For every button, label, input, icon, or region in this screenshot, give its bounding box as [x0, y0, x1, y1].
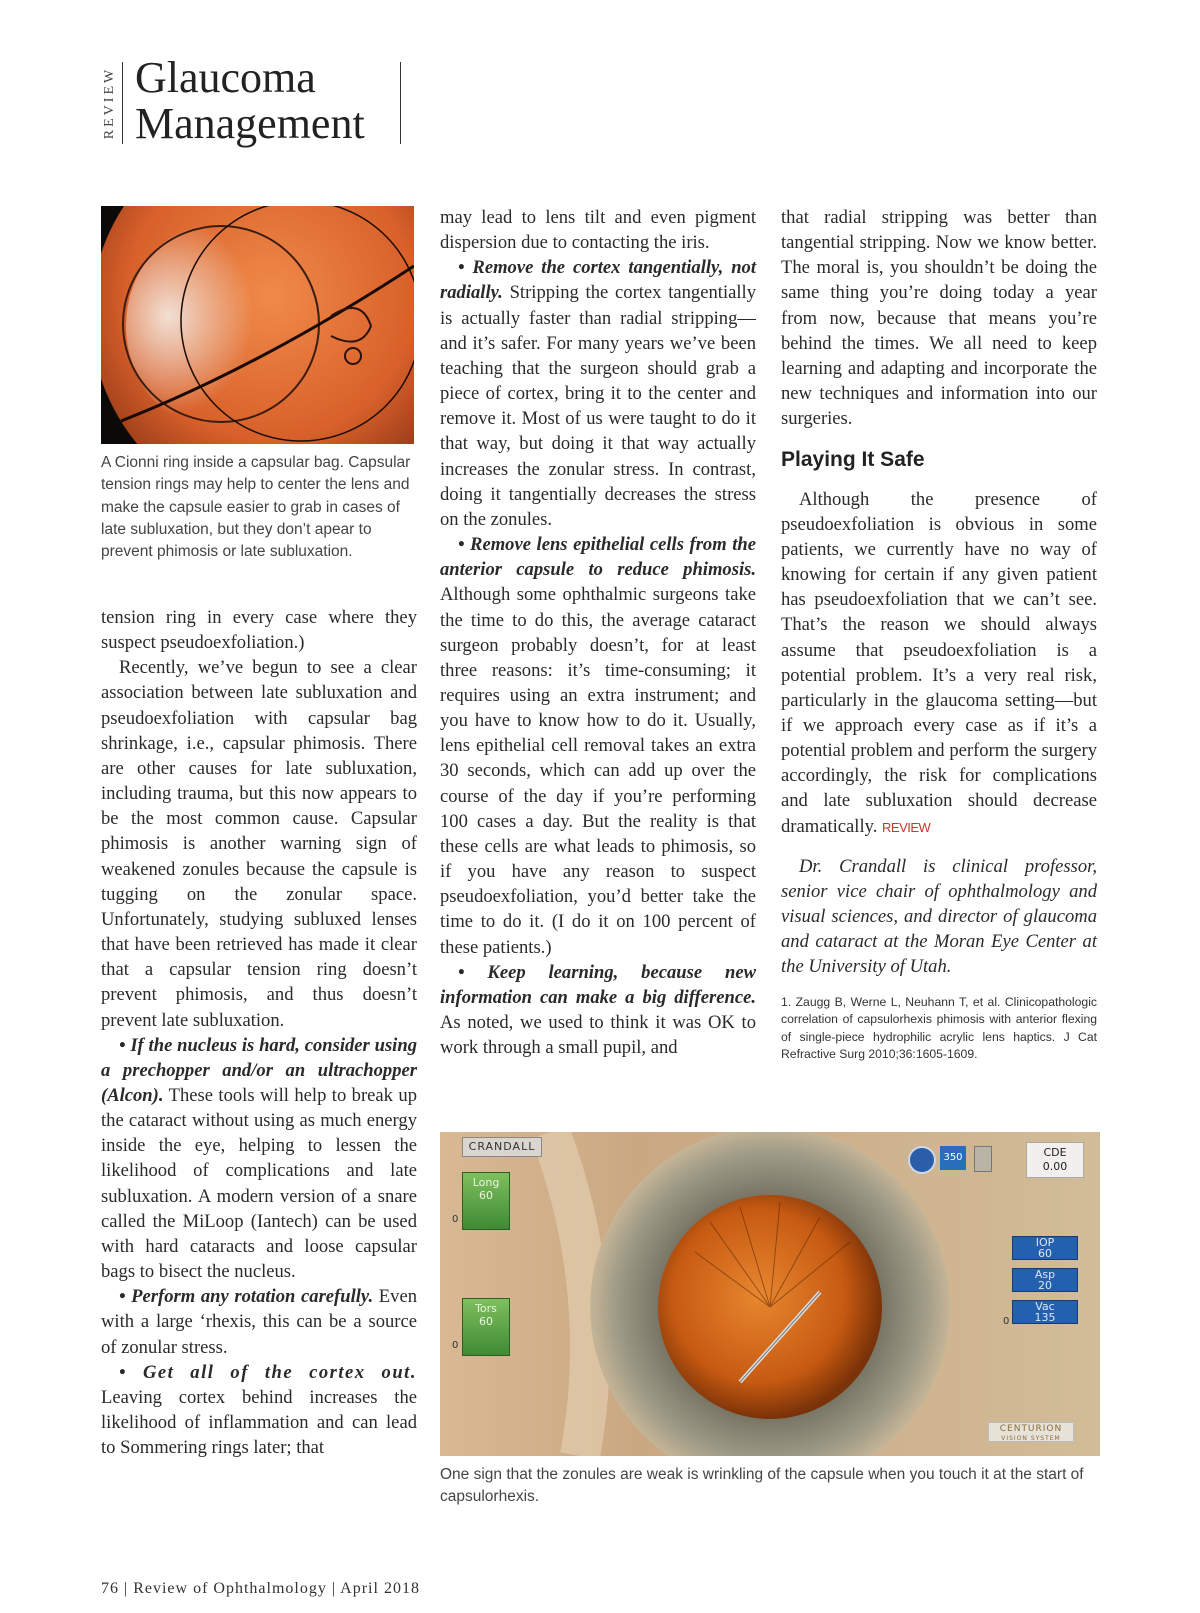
author-byline: Dr. Crandall is clinical professor, senior vice chair of ophthalmology and visual sciences, and director of glaucoma and cataract at the Moran Eye Center at the University of Utah.	[781, 855, 1097, 978]
column-2	[440, 205, 756, 1060]
power-icon	[908, 1146, 936, 1174]
vac-value: 135	[1034, 1311, 1056, 1324]
vac-zero: 0	[1003, 1316, 1010, 1327]
col2-bullet-3	[440, 960, 756, 1061]
header-divider-left	[122, 62, 123, 144]
long-gauge-value: 60	[479, 1189, 493, 1202]
col2-bullet-2-lead: • Remove lens epithelial cells from the anterior capsule to reduce phimosis.	[440, 534, 756, 581]
col3-paragraph-2	[781, 487, 1097, 840]
long-gauge-label: Long	[472, 1176, 500, 1189]
col1-bullet-3-lead: • Get all of the cortex out.	[119, 1361, 417, 1383]
page-title	[135, 55, 365, 147]
col1-bullet-2	[101, 1284, 417, 1359]
col2-bullet-3-lead: • Keep learning, because new information can make a big difference.	[440, 961, 756, 1008]
section-label: REVIEW	[102, 66, 117, 140]
section-heading: Playing It Safe	[781, 448, 925, 472]
col1-bullet-3-text: Leaving cortex behind increases the likelihood of inflammation and can lead to Sommering rings later; that	[101, 1386, 417, 1459]
iop-value: 60	[1038, 1247, 1052, 1260]
page-title-line1: Glaucoma	[135, 53, 316, 102]
col1-bullet-3	[101, 1360, 417, 1461]
col1-bullet-2-lead: • Perform any rotation carefully.	[119, 1286, 374, 1308]
cde-display	[1026, 1142, 1084, 1178]
col2-bullet-2	[440, 532, 756, 960]
cionni-ring-illustration	[101, 206, 414, 444]
iop-display	[1012, 1236, 1078, 1260]
reference: 1. Zaugg B, Werne L, Neuhann T, et al. Clinicopathologic correlation of capsulorhexis phimosis with anterior flexing of single-piece hydrophilic acrylic lens haptics. J Cat Refractive Surg 2010;36:1605-1609.	[781, 994, 1097, 1062]
col2-paragraph-1: may lead to lens tilt and even pigment dispersion due to contacting the iris.	[440, 207, 756, 254]
centurion-logo	[988, 1422, 1074, 1442]
column-3	[781, 205, 1097, 1064]
col2-bullet-3-text: As noted, we used to think it was OK to work through a small pupil, and	[440, 1012, 756, 1059]
asp-value: 20	[1038, 1279, 1052, 1292]
col1-paragraph-2: Recently, we’ve begun to see a clear association between late subluxation and pseudoexfoliation with capsular bag shrinkage, i.e., capsular phimosis. There are other causes for late subluxation, including trauma, but this now appears to be the most common cause. Capsular phimosis is another warning sign of weakened zonules because the capsule is tugging on the zonular space. Unfortunately, studying subluxed lenses that have been retrieved has made it clear that a capsular tension ring doesn’t prevent phimosis, and thus doesn’t prevent late subluxation.	[101, 657, 417, 1031]
page-footer: 76 | Review of Ophthalmology | April 2018	[101, 1580, 420, 1597]
torsional-gauge	[462, 1298, 510, 1356]
logo-line2: VISION SYSTEM	[1001, 1435, 1061, 1442]
publication-name: Review of Ophthalmology	[133, 1580, 327, 1597]
col1-bullet-1	[101, 1033, 417, 1285]
col1-bullet-1-lead: • If the nucleus is hard, consider using a prechopper and/or an ultrachopper (Alcon).	[101, 1034, 417, 1106]
vac-label: Vac	[1035, 1300, 1055, 1313]
iop-label: IOP	[1035, 1236, 1055, 1249]
cionni-ring-photo	[101, 206, 414, 444]
col2-bullet-2-text: Although some ophthalmic surgeons take the time to do this, the average cataract surgeon probably doesn’t, for at least three reasons: it’s time-consuming; it requires using an extra instrument; and you have to know how to do it. Usually, lens epithelial cell removal takes an extra 30 seconds, which can add up over the course of the day if you’re performing 100 cases a day. But the reality is that these cells are what leads to phimosis, so if you have any reason to suspect pseudoexfoliation, you’d better take the time to do it. (I do it on 100 percent of these patients.)	[440, 584, 756, 958]
asp-label: Asp	[1034, 1268, 1056, 1281]
header-divider-right	[400, 62, 401, 144]
lock-icon	[974, 1146, 992, 1172]
power-badge: 350	[940, 1146, 966, 1170]
capsulorhexis-photo	[440, 1132, 1100, 1456]
page-number: 76	[101, 1580, 119, 1597]
issue-date: April 2018	[340, 1580, 420, 1597]
vac-display	[1012, 1300, 1078, 1324]
col2-bullet-1	[440, 255, 756, 532]
logo-line1: CENTURION	[999, 1424, 1063, 1434]
torsional-gauge-zero: 0	[452, 1340, 459, 1351]
cde-label: CDE	[1043, 1146, 1067, 1159]
figure2-caption: One sign that the zonules are weak is wrinkling of the capsule when you touch it at the start of capsulorhexis.	[440, 1466, 1084, 1506]
long-gauge-zero: 0	[452, 1214, 459, 1225]
col3-paragraph-2-text: Although the presence of pseudoexfoliation is obvious in some patients, we currently have no way of knowing for certain if any given patient has pseudoexfoliation that we can’t see. That’s the reason we should always assume that pseudoexfoliation is a potential problem. It’s a very real risk, particularly in the glaucoma setting—but if we approach every case as if it’s a potential problem and perform the surgery accordingly, the risk for complications and late subluxation should decrease dramatically.	[781, 488, 1097, 837]
col3-paragraph-1: that radial stripping was better than tangential stripping. Now we know better. The moral is, you shouldn’t be doing the same thing you’re doing today a year from now, because that means you’re behind the times. We all need to keep learning and adapting and incorporate the new techniques and information into our surgeries.	[781, 207, 1097, 430]
figure1-caption: A Cionni ring inside a capsular bag. Capsular tension rings may help to center the lens and make the capsule easier to grab in cases of late subluxation, but they don’t apear to prevent phimosis or late subluxation.	[101, 454, 411, 561]
long-gauge	[462, 1172, 510, 1230]
torsional-gauge-value: 60	[479, 1315, 493, 1328]
asp-display	[1012, 1268, 1078, 1292]
col2-bullet-1-text: Stripping the cortex tangentially is actually faster than radial stripping—and it’s safer. For many years we’ve been teaching that the surgeon should grab a piece of cortex, bring it to the center and remove it. Most of us were taught to do it that way, but doing it that way actually increases the zonular stress. In contrast, doing it tangentially decreases the stress on the zonules.	[440, 282, 756, 530]
end-mark: REVIEW	[882, 819, 931, 835]
cde-value: 0.00	[1042, 1160, 1068, 1173]
capsulorhexis-illustration	[440, 1132, 1100, 1456]
col2-bullet-1-lead: • Remove the cortex tangentially, not radially.	[440, 257, 756, 304]
column-1	[101, 605, 417, 1460]
surgeon-label: CRANDALL	[462, 1137, 542, 1157]
col1-bullet-2-text: Even with a large ‘rhexis, this can be a source of zonular stress.	[101, 1286, 417, 1358]
col1-paragraph-1: tension ring in every case where they suspect pseudoexfoliation.)	[101, 607, 417, 654]
page-title-line2: Management	[135, 99, 365, 148]
col1-bullet-1-text: These tools will help to break up the cataract without using as much energy inside the eye, helping to lessen the likelihood of complications and late subluxation. A modern version of a snare called the MiLoop (Iantech) can be used with hard cataracts and loose capsular bags to bisect the nucleus.	[101, 1084, 417, 1283]
torsional-gauge-label: Tors	[475, 1302, 497, 1315]
